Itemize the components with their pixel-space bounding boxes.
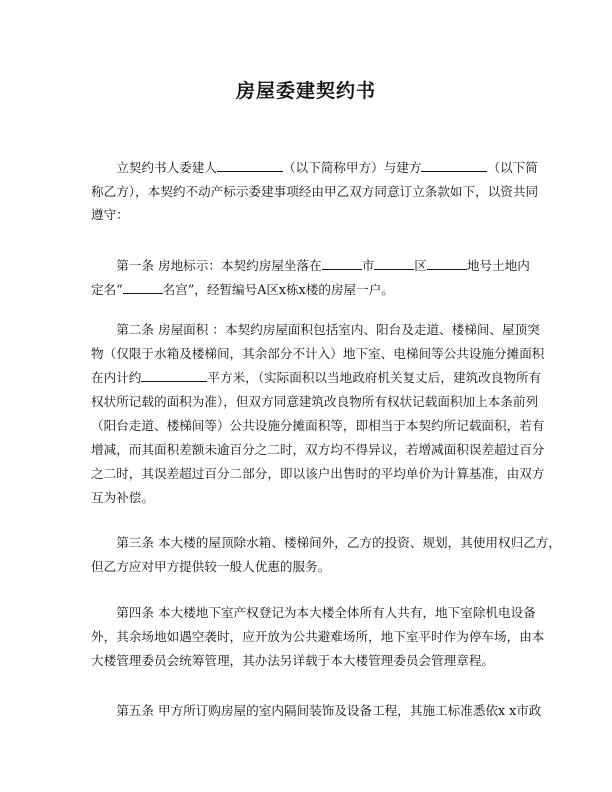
text-segment: 立契约书人委建人 [91, 160, 217, 175]
text-segment: （阳台走道、楼梯间等）公共设施分摊面积等，即相当于本契约所记载面积，若有 [91, 418, 545, 433]
paragraph-3-line [91, 346, 545, 362]
paragraph-5-line [91, 629, 545, 645]
fill-in-blank[interactable] [374, 258, 414, 270]
text-segment: 大楼管理委员会统筹管理，其办法另详载于本大楼管理委员会管理章程。 [91, 653, 494, 668]
text-segment: 第四条 本大楼地下室产权登记为本大楼全体所有人共有，地下室除机电设备 [91, 605, 536, 620]
paragraph-1-line [91, 160, 538, 176]
text-segment: 物（仅限于水箱及楼梯间，其余部分不计入）地下室、电梯间等公共设施分摊面积 [91, 346, 545, 361]
text-segment: （以下简称甲方）与建方 [282, 160, 422, 175]
document-title: 房屋委建契约书 [235, 80, 376, 102]
paragraph-2-line [91, 258, 530, 274]
text-segment: 第二条 房屋面积 ：本契约房屋面积包括室内、阳台及走道、楼梯间、屋顶突 [91, 322, 540, 337]
text-segment: 区 [414, 258, 427, 273]
text-segment: （以下简 [487, 160, 538, 175]
text-segment: 但乙方应对甲方提供较一般人优惠的服务。 [91, 559, 331, 574]
paragraph-3-line [91, 418, 545, 434]
fill-in-blank[interactable] [427, 258, 467, 270]
text-segment: 外，其余场地如遇空袭时，应开放为公共避难场所，地下室平时作为停车场，由本 [91, 629, 545, 644]
paragraph-3-line [91, 370, 542, 386]
text-segment: 第三条 本大楼的屋顶除水箱、楼梯间外，乙方的投资、规划，其使用权归乙方， [91, 535, 561, 550]
text-segment: 互为补偿。 [91, 490, 154, 505]
paragraph-3-line [91, 442, 545, 458]
text-segment: 称乙方），本契约不动产标示委建事项经由甲乙双方同意订立条款如下，以资共同 [91, 184, 539, 199]
text-segment: 第一条 房地标示：本契约房屋坐落在 [91, 258, 322, 273]
fill-in-blank[interactable] [421, 160, 487, 172]
paragraph-3-line [91, 490, 524, 506]
paragraph-4-line [91, 535, 561, 551]
text-segment: 在内计约 [91, 370, 142, 385]
fill-in-blank[interactable] [322, 258, 362, 270]
text-segment: 增减，而其面积差额未逾百分之二时，双方均不得异议，若增减面积误差超过百分 [91, 442, 545, 457]
fill-in-blank[interactable] [141, 370, 207, 382]
text-segment: 市 [361, 258, 375, 273]
paragraph-3-line [91, 322, 540, 338]
paragraph-5-line [91, 605, 536, 621]
fill-in-blank[interactable] [217, 160, 283, 172]
paragraph-1-line [91, 207, 524, 223]
text-segment: 平方米，（实际面积以当地政府机关复丈后，建筑改良物所有 [207, 370, 542, 385]
text-segment: 定名“ [91, 282, 123, 297]
fill-in-blank[interactable] [123, 282, 163, 294]
paragraph-2-line [91, 282, 524, 298]
text-segment: 之二时，其误差超过百分二部分，即以该户出售时的平均单价为计算基准，由双方 [91, 466, 545, 481]
paragraph-3-line [91, 466, 545, 482]
paragraph-1-line [91, 184, 539, 200]
paragraph-3-line [91, 394, 539, 410]
text-segment: 地号土地内 [466, 258, 530, 273]
paragraph-6-line [91, 703, 542, 719]
text-segment: 第五条 甲方所订购房屋的室内隔间装饰及设备工程，其施工标准悉依x x市政 [91, 703, 542, 718]
text-segment: 遵守： [91, 207, 129, 222]
paragraph-4-line [91, 559, 524, 575]
paragraph-5-line [91, 653, 524, 669]
text-segment: 名宫”，经暂编号A区x栋x楼的房屋一户。 [162, 282, 394, 297]
text-segment: 权状所记载的面积为准），但双方同意建筑改良物所有权状记载面积加上本条前列 [91, 394, 539, 409]
